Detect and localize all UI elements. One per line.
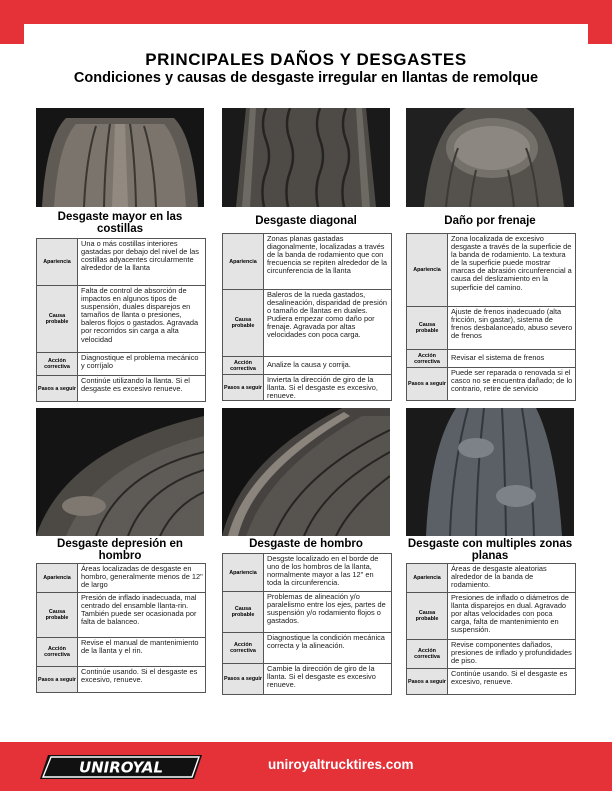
info-table: [222, 233, 392, 401]
value-cause: Presión de inflado inadecuada, mal centrado del ensamble llanta-rin. También puede ser ocasionada por falta de balanceo.: [81, 593, 197, 627]
value-cause: Ajuste de frenos inadecuado (alta fricción, sin gastar), sistema de frenos desbalanceado, abuso severo de frenos: [451, 307, 573, 341]
row-steps: [407, 368, 575, 400]
label-action: Acción correctiva: [223, 357, 264, 374]
card-title: Desgaste depresión en hombro: [57, 538, 183, 562]
label-cause: Causa probable: [407, 593, 448, 639]
info-table: [406, 563, 576, 695]
label-cause: Causa probable: [223, 592, 264, 632]
row-steps: [223, 664, 391, 694]
label-action: Acción correctiva: [37, 638, 78, 666]
value-appearance: Zonas planas gastadas diagonalmente, localizadas a través de la banda de rodamiento que con frecuencia se repiten alrededor de la circunferencia de la llanta: [267, 234, 387, 276]
row-steps: [223, 375, 391, 400]
label-appearance: Apariencia: [407, 564, 448, 592]
card-title: Desgaste con multiples zonas planas: [407, 538, 573, 562]
logo-wordmark: UNIROYAL: [78, 758, 164, 777]
row-action: [407, 350, 575, 368]
card-title: Desgaste de hombro: [249, 538, 363, 550]
card-title: Desgaste diagonal: [255, 215, 357, 227]
tire-photo-shoulder-depression: [36, 408, 204, 536]
value-cause: Falta de control de absorción de impactos en algunos tipos de suspensión, duales disparejos en tamaños de llanta o presiones, baleros flojos o gastados. Agravada por recorridos sin carga a alta velocidad: [81, 286, 199, 344]
info-table: [36, 563, 206, 693]
value-steps: Continúe usando. Si el desgaste es excesivo, renueve.: [451, 669, 568, 687]
page-title: PRINCIPALES DAÑOS Y DESGASTES: [145, 50, 467, 69]
row-action: [37, 353, 205, 376]
row-cause: [223, 592, 391, 633]
row-appearance: [223, 554, 391, 592]
value-action: Analize la causa y corrija.: [267, 360, 351, 369]
value-appearance: Desgste localizado en el borde de uno de los hombros de la llanta, normalmente mayor a las 12" en toda la circunferencia.: [267, 554, 379, 588]
value-action: Diagnostique la condición mecánica correcta y la alineación.: [267, 633, 385, 651]
row-action: [223, 357, 391, 375]
row-action: [37, 638, 205, 667]
value-action: Revise el manual de mantenimiento de la llanta y el rin.: [81, 638, 199, 656]
website-link[interactable]: uniroyaltrucktires.com: [268, 757, 414, 772]
tire-photo-rib-wear: [36, 108, 204, 207]
value-appearance: Áreas de desgaste aleatorias alrededor de la banda de rodamiento.: [451, 564, 547, 590]
label-steps: Pasos a seguir: [37, 667, 78, 692]
info-table: [406, 233, 576, 401]
value-cause: Baleros de la rueda gastados, desalineación, disparidad de presión o tamaño de llantas en duales. Pudiera empezar como daño por frenaje. Agravada por altas velocidades con poca carga.: [267, 290, 387, 340]
row-steps: [37, 667, 205, 692]
uniroyal-logo: [40, 755, 202, 779]
tire-photo-brake-damage: [406, 108, 574, 207]
label-appearance: Apariencia: [37, 239, 78, 285]
row-appearance: [407, 564, 575, 593]
value-steps: Cambie la dirección de giro de la llanta. Si el desgaste es excesivo renueve.: [267, 664, 376, 690]
label-appearance: Apariencia: [37, 564, 78, 592]
tire-photo-multiple-flat-spots: [406, 408, 574, 536]
info-table: [36, 238, 206, 402]
label-appearance: Apariencia: [223, 554, 264, 591]
label-cause: Causa probable: [37, 286, 78, 352]
label-action: Acción correctiva: [223, 633, 264, 663]
row-cause: [37, 286, 205, 353]
row-cause: [223, 290, 391, 357]
label-steps: Pasos a seguir: [223, 375, 264, 400]
label-action: Acción correctiva: [407, 350, 448, 367]
row-action: [223, 633, 391, 664]
row-appearance: [407, 234, 575, 307]
row-cause: [407, 593, 575, 640]
label-action: Acción correctiva: [407, 640, 448, 668]
label-appearance: Apariencia: [223, 234, 264, 289]
row-action: [407, 640, 575, 669]
label-steps: Pasos a seguir: [407, 669, 448, 694]
value-action: Revise componentes dañados, presiones de inflado y profundidades de piso.: [451, 640, 572, 666]
label-cause: Causa probable: [223, 290, 264, 356]
card-title: Desgaste mayor en las costillas: [57, 211, 183, 235]
value-appearance: Áreas localizadas de desgaste en hombro, generalmente menos de 12" de largo: [81, 564, 203, 590]
row-appearance: [37, 239, 205, 286]
label-steps: Pasos a seguir: [407, 368, 448, 400]
tire-photo-shoulder-wear: [222, 408, 390, 536]
row-cause: [37, 593, 205, 638]
row-cause: [407, 307, 575, 350]
label-steps: Pasos a seguir: [37, 376, 78, 401]
value-steps: Continúe utilizando la llanta. Si el desgaste es excesivo renueve.: [81, 376, 190, 394]
label-cause: Causa probable: [407, 307, 448, 349]
row-steps: [407, 669, 575, 694]
label-cause: Causa probable: [37, 593, 78, 637]
value-steps: Invierta la dirección de giro de la llanta. Si el desgaste es excesivo, renueve.: [267, 375, 378, 401]
row-appearance: [223, 234, 391, 290]
page-subtitle: Condiciones y causas de desgaste irregular en llantas de remolque: [73, 70, 539, 86]
row-steps: [37, 376, 205, 401]
value-cause: Presiones de inflado o diámetros de llanta disparejos en dual. Agravado por altas velocidades con poca carga, falta de mantenimiento en suspensión.: [451, 593, 569, 635]
value-action: Revisar el sistema de frenos: [451, 353, 545, 362]
label-appearance: Apariencia: [407, 234, 448, 306]
tire-photo-diagonal-wear: [222, 108, 390, 207]
value-steps: Puede ser reparada o renovada si el casco no se encuentra dañado; de lo contrario, retire de servicio: [451, 368, 573, 394]
info-table: [222, 553, 392, 695]
value-appearance: Una o más costillas interiores gastadas por debajo del nivel de las costillas adyacentes circularmente alrededor de la llanta: [81, 239, 199, 273]
value-action: Diagnostique el problema mecánico y corríjalo: [81, 353, 199, 371]
value-appearance: Zona localizada de excesivo desgaste a través de la superficie de la banda de rodamiento. La textura de la superficie puede mostrar marcas de abrasión circunferencial a causa del deslizamiento en la superficie del camino.: [451, 234, 572, 292]
row-appearance: [37, 564, 205, 593]
value-cause: Problemas de alineación y/o paralelismo entre los ejes, partes de suspensión y/o rodamiento flojos o gastados.: [267, 592, 386, 626]
label-action: Acción correctiva: [37, 353, 78, 375]
value-steps: Continúe usando. Si el desgaste es excesivo, renueve.: [81, 667, 198, 685]
card-title: Daño por frenaje: [444, 215, 536, 227]
label-steps: Pasos a seguir: [223, 664, 264, 694]
